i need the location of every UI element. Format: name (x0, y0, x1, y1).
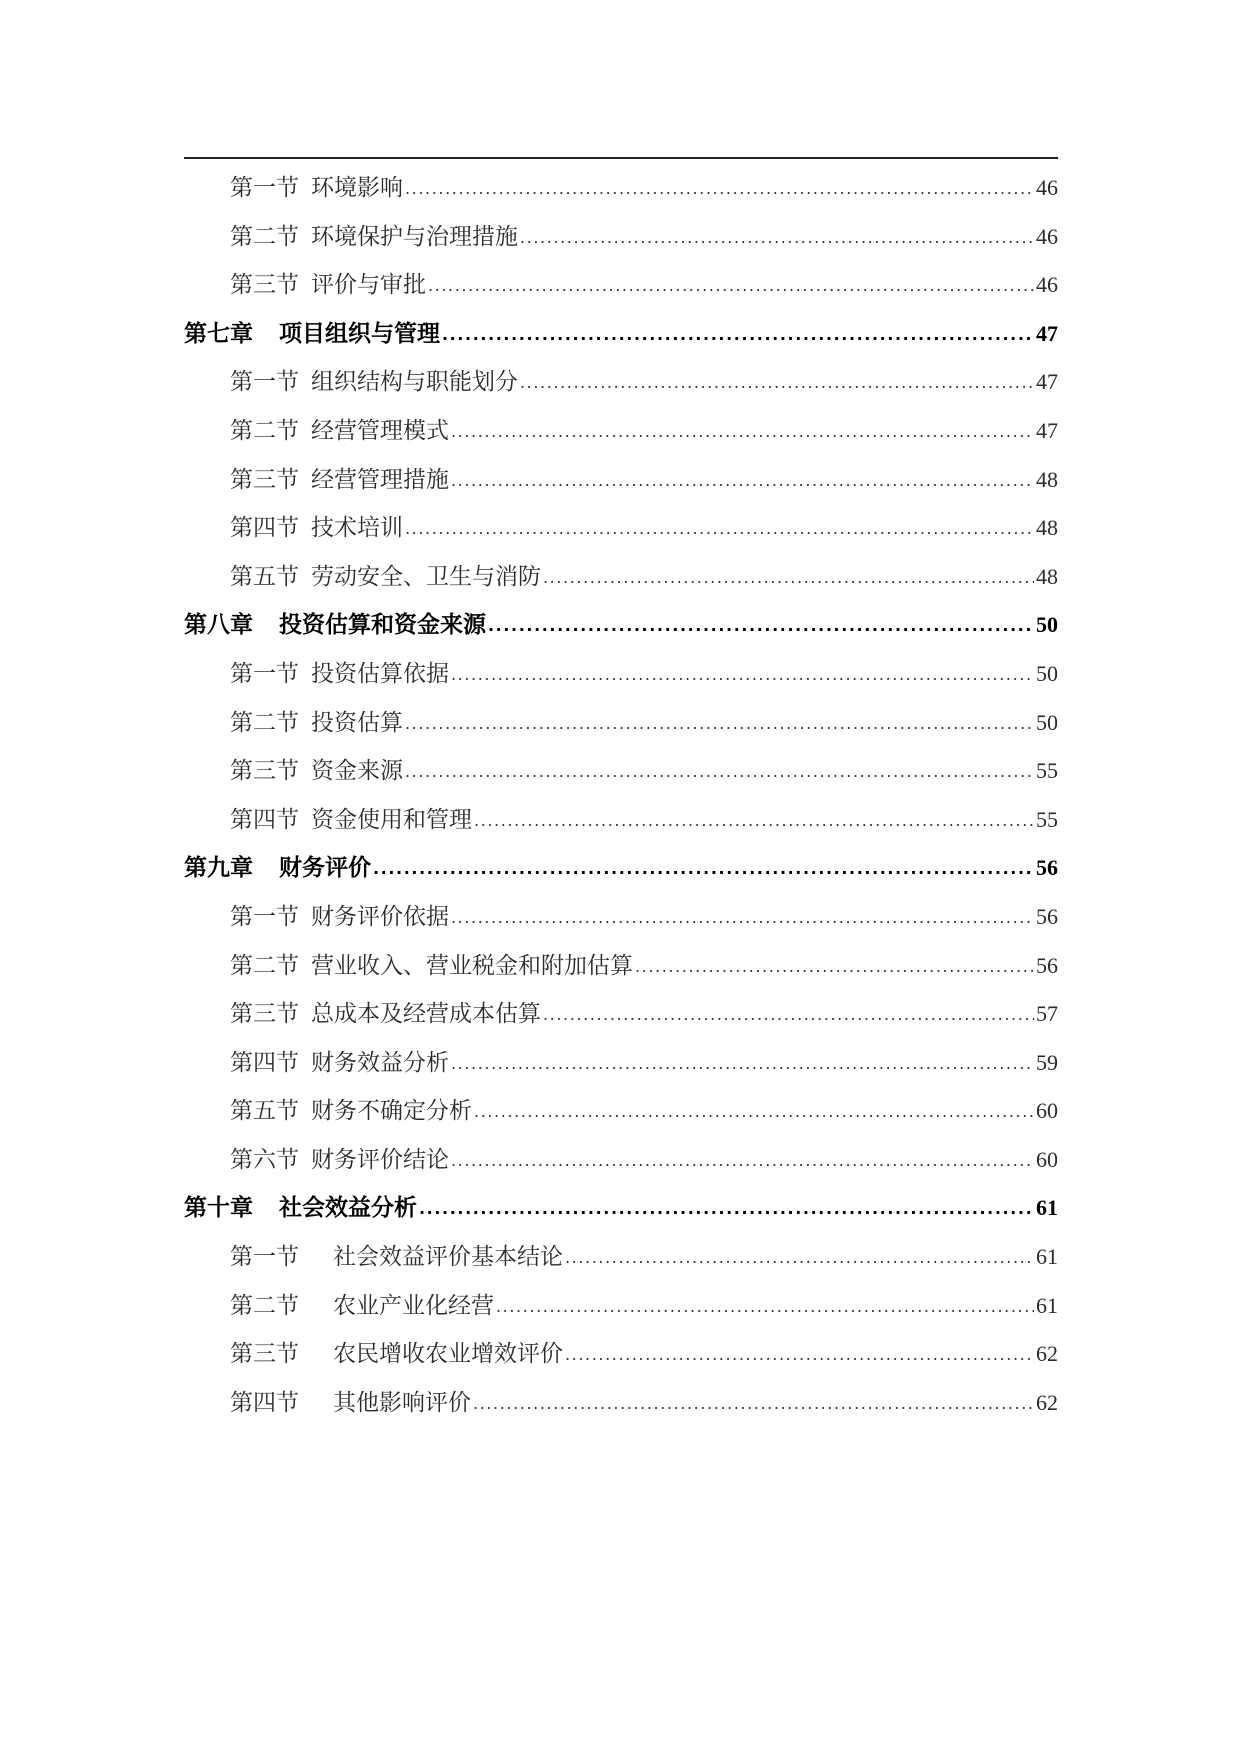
toc-dot-leader (520, 359, 1034, 408)
toc-page-number: 48 (1036, 563, 1058, 589)
toc-entry-title: 农业产业化经营 (333, 1292, 494, 1319)
toc-entry-title: 投资估算 (311, 709, 403, 736)
toc-entry-label (230, 1233, 563, 1282)
toc-page-number: 56 (1036, 855, 1058, 881)
toc-entry-title: 财务评价结论 (311, 1146, 449, 1173)
toc-entry-number: 第二节 (230, 223, 299, 250)
toc-page-number: 61 (1036, 1292, 1058, 1318)
toc-section-entry[interactable] (184, 261, 1058, 310)
toc-page-number: 60 (1036, 1146, 1058, 1172)
toc-entry-title: 环境影响 (311, 175, 403, 201)
toc-dot-leader (451, 894, 1034, 943)
toc-entry-title: 组织结构与职能划分 (311, 369, 518, 396)
toc-section-entry[interactable] (184, 942, 1058, 991)
toc-page-number: 50 (1036, 612, 1058, 638)
toc-entry-label (230, 164, 403, 213)
toc-dot-leader (451, 1137, 1034, 1186)
toc-entry-label (230, 407, 449, 456)
toc-entry-number: 第一节 (230, 369, 299, 396)
toc-entry-label (230, 1087, 472, 1136)
toc-dot-leader (565, 1234, 1034, 1283)
header-rule (184, 157, 1058, 159)
toc-entry-number: 第一节 (230, 1244, 299, 1271)
toc-dot-leader (373, 845, 1034, 894)
toc-entry-title: 财务评价 (279, 855, 371, 882)
toc-entry-title: 财务评价依据 (311, 903, 449, 930)
toc-entry-title: 评价与审批 (311, 272, 426, 299)
toc-entry-title: 项目组织与管理 (279, 320, 440, 347)
toc-entry-label (184, 844, 371, 893)
toc-entry-number: 第四节 (230, 1389, 299, 1416)
toc-entry-number: 第五节 (230, 1098, 299, 1125)
toc-section-entry[interactable] (184, 504, 1058, 553)
toc-entry-title: 社会效益分析 (279, 1195, 417, 1222)
toc-dot-leader (520, 214, 1034, 263)
toc-entry-label (184, 310, 440, 359)
table-of-contents (184, 164, 1058, 1427)
toc-section-entry[interactable] (184, 699, 1058, 748)
toc-page-number: 47 (1036, 369, 1058, 395)
toc-entry-label (230, 650, 449, 699)
toc-entry-title: 资金来源 (311, 758, 403, 785)
toc-dot-leader (419, 1185, 1034, 1234)
toc-section-entry[interactable] (184, 1087, 1058, 1136)
toc-entry-label (230, 796, 472, 845)
toc-entry-number: 第三节 (230, 1341, 299, 1368)
toc-page-number: 47 (1036, 320, 1058, 346)
toc-page-number: 62 (1036, 1341, 1058, 1367)
toc-entry-number: 第三节 (230, 272, 299, 299)
toc-dot-leader (405, 748, 1034, 797)
toc-page-number: 46 (1036, 223, 1058, 249)
toc-section-entry[interactable] (184, 747, 1058, 796)
toc-entry-title: 社会效益评价基本结论 (333, 1244, 563, 1271)
toc-entry-number: 第三节 (230, 466, 299, 493)
toc-chapter-entry[interactable] (184, 601, 1058, 650)
toc-entry-number: 第二节 (230, 417, 299, 444)
toc-chapter-entry[interactable] (184, 310, 1058, 359)
toc-dot-leader (451, 408, 1034, 457)
toc-section-entry[interactable] (184, 990, 1058, 1039)
toc-page-number: 57 (1036, 1001, 1058, 1027)
toc-page-number: 56 (1036, 952, 1058, 978)
toc-entry-label (230, 990, 541, 1039)
toc-entry-number: 第八章 (184, 612, 253, 639)
toc-dot-leader (565, 1331, 1034, 1380)
toc-page-number: 55 (1036, 806, 1058, 832)
toc-entry-number: 第二节 (230, 709, 299, 736)
toc-dot-leader (405, 165, 1034, 214)
toc-dot-leader (474, 1088, 1034, 1137)
toc-chapter-entry[interactable] (184, 844, 1058, 893)
toc-entry-number: 第三节 (230, 1001, 299, 1028)
toc-page-number: 47 (1036, 417, 1058, 443)
toc-entry-title: 经营管理模式 (311, 417, 449, 444)
toc-dot-leader (635, 943, 1034, 992)
toc-entry-number: 第五节 (230, 563, 299, 590)
toc-section-entry[interactable] (184, 358, 1058, 407)
toc-entry-number: 第一节 (230, 903, 299, 930)
toc-entry-label (230, 1136, 449, 1185)
toc-page-number: 62 (1036, 1389, 1058, 1415)
toc-entry-title: 总成本及经营成本估算 (311, 1001, 541, 1028)
toc-entry-label (230, 358, 518, 407)
toc-page-number: 55 (1036, 758, 1058, 784)
toc-entry-label (230, 1379, 471, 1428)
toc-entry-number: 第六节 (230, 1146, 299, 1173)
toc-dot-leader (496, 1283, 1034, 1332)
toc-entry-title: 财务效益分析 (311, 1049, 449, 1076)
toc-page-number: 61 (1036, 1195, 1058, 1221)
toc-dot-leader (442, 311, 1034, 360)
toc-dot-leader (405, 700, 1034, 749)
toc-entry-title: 农民增收农业增效评价 (333, 1341, 563, 1368)
toc-entry-title: 技术培训 (311, 515, 403, 542)
toc-entry-number: 第三节 (230, 758, 299, 785)
toc-entry-label (184, 1184, 417, 1233)
toc-entry-label (230, 1039, 449, 1088)
toc-page-number: 48 (1036, 466, 1058, 492)
toc-section-entry[interactable] (184, 407, 1058, 456)
toc-entry-number: 第七章 (184, 320, 253, 347)
toc-entry-title: 其他影响评价 (333, 1389, 471, 1416)
toc-entry-title: 营业收入、营业税金和附加估算 (311, 952, 633, 979)
toc-entry-label (230, 213, 518, 262)
toc-entry-label (230, 261, 426, 310)
toc-entry-label (230, 747, 403, 796)
toc-entry-number: 第四节 (230, 1049, 299, 1076)
toc-page-number: 61 (1036, 1244, 1058, 1270)
toc-page-number: 59 (1036, 1049, 1058, 1075)
toc-section-entry[interactable] (184, 1136, 1058, 1185)
toc-section-entry[interactable] (184, 893, 1058, 942)
toc-entry-title: 劳动安全、卫生与消防 (311, 563, 541, 590)
toc-dot-leader (451, 457, 1034, 506)
toc-page-number: 46 (1036, 175, 1058, 200)
toc-page-number: 60 (1036, 1098, 1058, 1124)
toc-entry-label (230, 699, 403, 748)
toc-entry-title: 投资估算依据 (311, 660, 449, 687)
toc-page-number: 50 (1036, 660, 1058, 686)
toc-section-entry[interactable] (184, 164, 1058, 213)
toc-section-entry[interactable] (184, 1282, 1058, 1331)
toc-page-number: 50 (1036, 709, 1058, 735)
toc-entry-number: 第一节 (230, 175, 299, 201)
toc-dot-leader (451, 1040, 1034, 1089)
toc-section-entry[interactable] (184, 796, 1058, 845)
toc-entry-title: 投资估算和资金来源 (279, 612, 486, 639)
toc-entry-number: 第二节 (230, 1292, 299, 1319)
toc-entry-title: 环境保护与治理措施 (311, 223, 518, 250)
toc-entry-title: 资金使用和管理 (311, 806, 472, 833)
toc-section-entry[interactable] (184, 213, 1058, 262)
toc-dot-leader (405, 505, 1034, 554)
toc-entry-label (230, 1330, 563, 1379)
toc-section-entry[interactable] (184, 553, 1058, 602)
toc-entry-number: 第九章 (184, 855, 253, 882)
toc-entry-label (184, 601, 486, 650)
toc-dot-leader (488, 602, 1034, 651)
toc-entry-label (230, 553, 541, 602)
toc-dot-leader (474, 797, 1034, 846)
toc-entry-label (230, 504, 403, 553)
toc-dot-leader (543, 554, 1034, 603)
toc-dot-leader (543, 991, 1034, 1040)
toc-section-entry[interactable] (184, 1039, 1058, 1088)
toc-entry-number: 第四节 (230, 515, 299, 542)
toc-dot-leader (473, 1380, 1034, 1429)
toc-chapter-entry[interactable] (184, 1184, 1058, 1233)
toc-page-number: 56 (1036, 903, 1058, 929)
toc-dot-leader (428, 262, 1034, 311)
toc-page-number: 46 (1036, 272, 1058, 298)
toc-dot-leader (451, 651, 1034, 700)
toc-entry-title: 财务不确定分析 (311, 1098, 472, 1125)
toc-section-entry[interactable] (184, 1330, 1058, 1379)
toc-entry-label (230, 1282, 494, 1331)
toc-entry-number: 第一节 (230, 660, 299, 687)
toc-section-entry[interactable] (184, 650, 1058, 699)
toc-entry-number: 第十章 (184, 1195, 253, 1222)
toc-entry-label (230, 456, 449, 505)
toc-entry-number: 第四节 (230, 806, 299, 833)
toc-entry-number: 第二节 (230, 952, 299, 979)
toc-entry-title: 经营管理措施 (311, 466, 449, 493)
toc-entry-label (230, 893, 449, 942)
toc-section-entry[interactable] (184, 1379, 1058, 1428)
toc-section-entry[interactable] (184, 456, 1058, 505)
toc-page-number: 48 (1036, 515, 1058, 541)
toc-section-entry[interactable] (184, 1233, 1058, 1282)
toc-entry-label (230, 942, 633, 991)
